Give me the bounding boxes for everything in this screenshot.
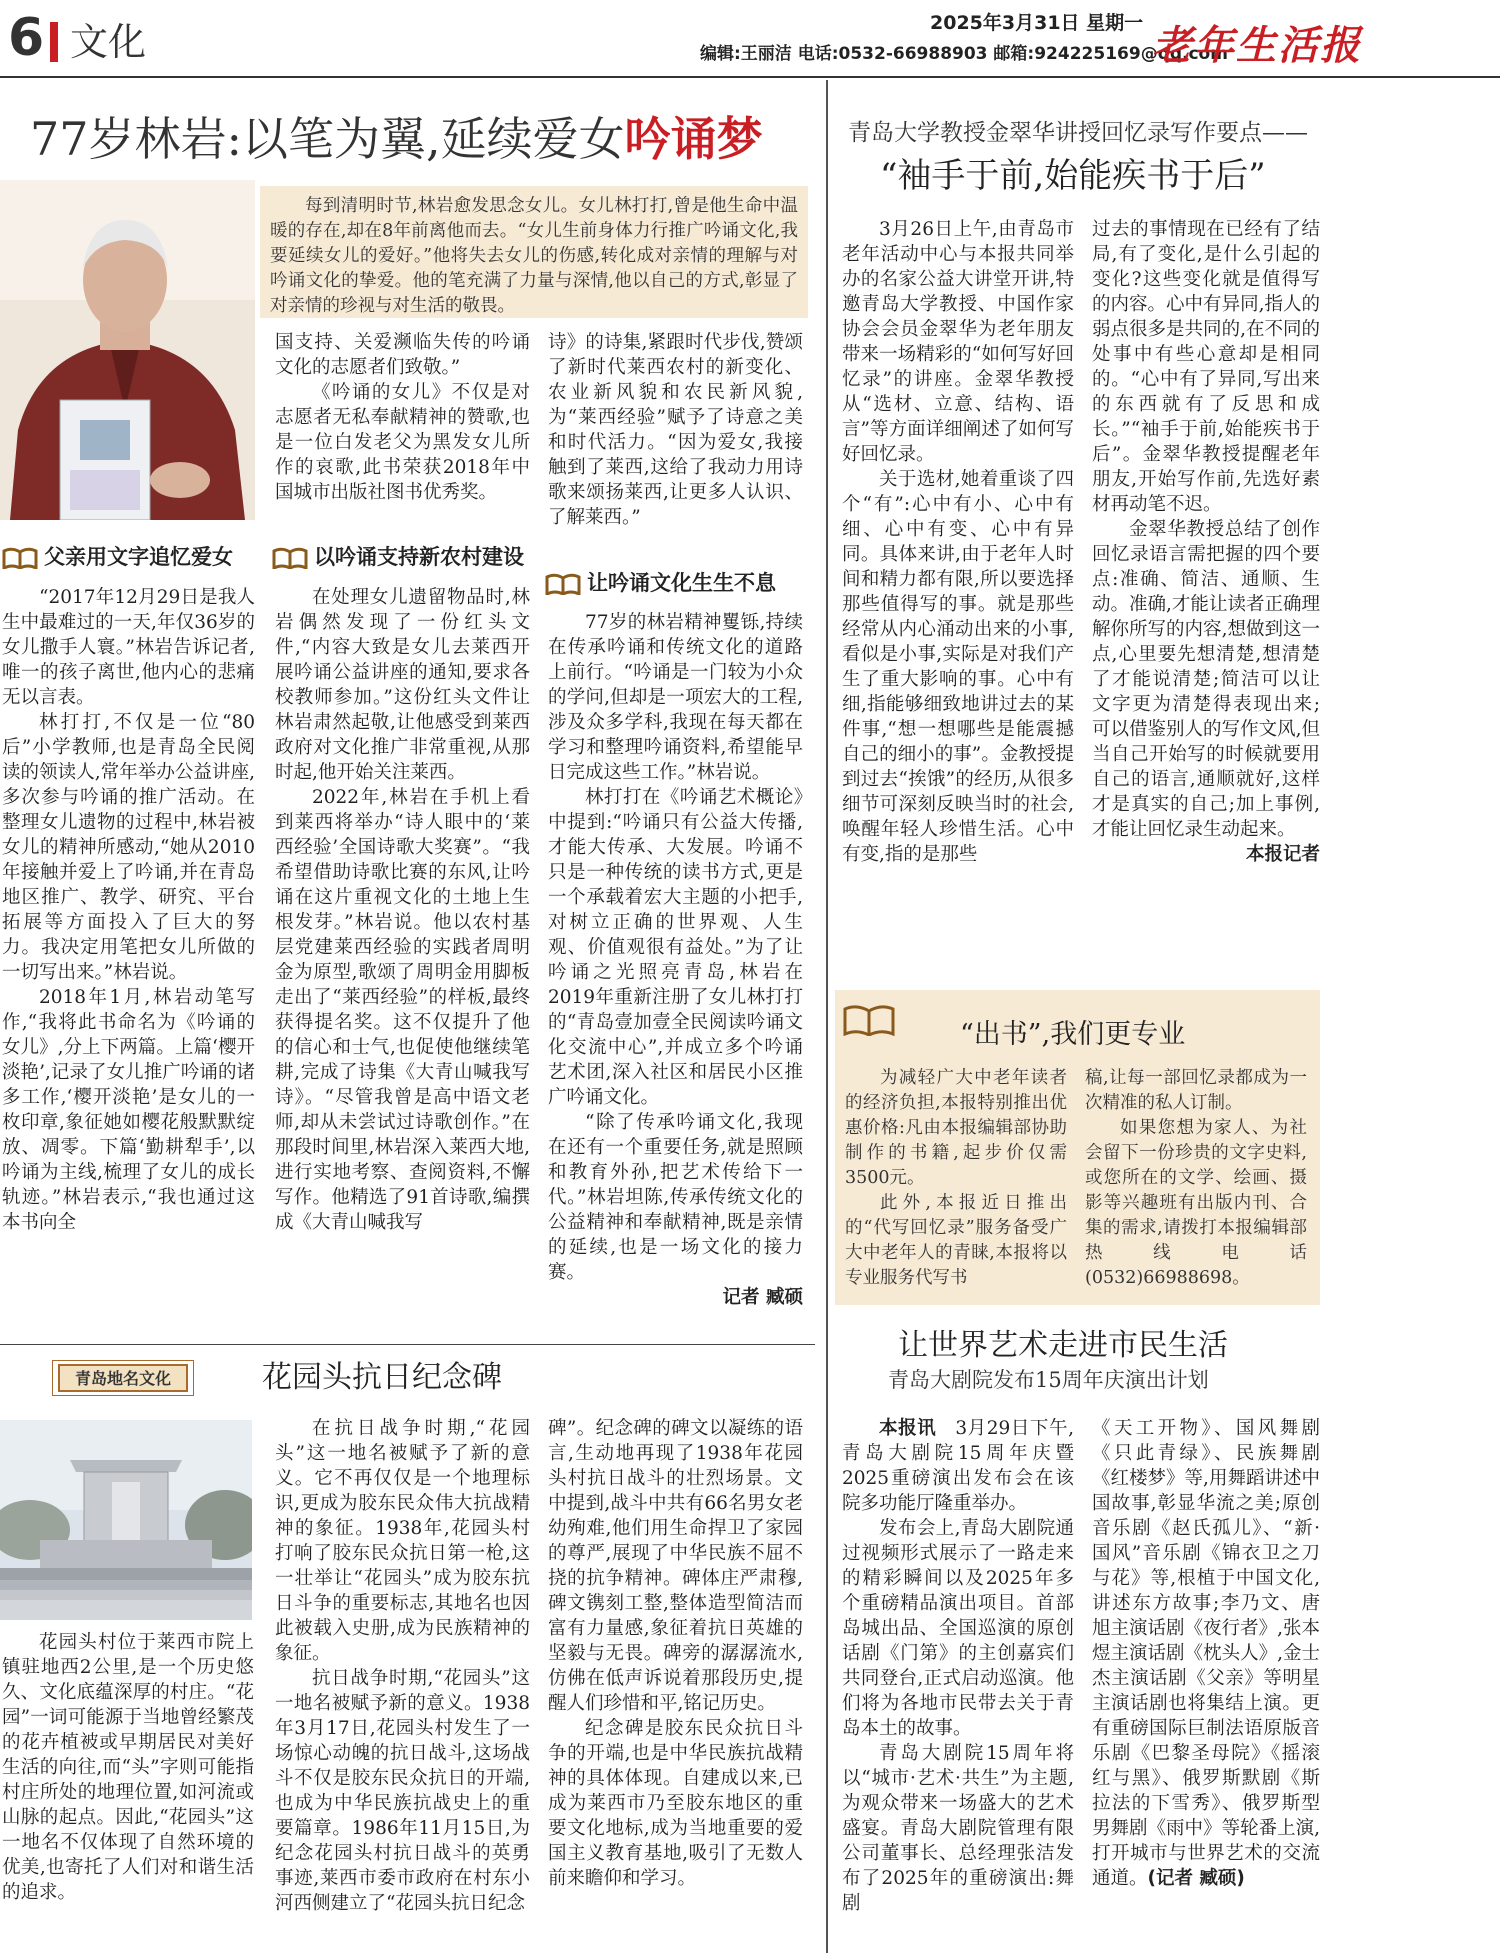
article1-headline-plain: 77岁林岩:以笔为翼,延续爱女 xyxy=(30,112,625,166)
paragraph: 3月26日上午,由青岛市老年活动中心与本报共同举办的名家公益大讲堂开讲,特邀青岛大学教授、中国作家协会会员金翠华为老年朋友带来一场精彩的“如何写好回忆录”的讲座。金翠华教授从“选材、立意、结构、语言”等方面详细阐述了如何写好回忆录。 xyxy=(842,219,1074,465)
paragraph: 抗日战争时期,“花园头”这一地名被赋予新的意义。1938年3月17日,花园头村发生了一场惊心动魄的抗日战斗,这场战斗不仅是胶东民众抗日的开端,也成为中华民族抗战史上的重要篇章。1986年11月15日,为纪念花园头村抗日战斗的英勇事迹,莱西市委市政府在村东小河西侧建立了“花园头抗日纪念 xyxy=(275,1668,530,1914)
article3-subtitle: 青岛大剧院发布15周年庆演出计划 xyxy=(888,1368,1209,1392)
article2-kicker: 青岛大学教授金翠华讲授回忆录写作要点—— xyxy=(848,120,1308,146)
section-rule-left xyxy=(0,1344,815,1345)
paragraph: 此外,本报近日推出的“代写回忆录”服务备受广大中老年人的青睐,本报将以专业服务代写书 xyxy=(845,1193,1067,1288)
masthead xyxy=(0,0,1500,78)
article2-byline: 本报记者 xyxy=(1245,844,1320,865)
article3-headline: 让世界艺术走进市民生活 xyxy=(898,1328,1228,1363)
portrait-photo xyxy=(0,180,255,520)
subhead-endless xyxy=(545,566,776,600)
notice-col1 xyxy=(845,1066,1067,1291)
paragraph: 在抗日战争时期,“花园头”这一地名被赋予了新的意义。它不再仅仅是一个地理标识,更成为胶东民众伟大抗战精神的象征。1938年,花园头村打响了胶东民众抗日第一枪,这一壮举让“花园头”成为胶东抗日斗争的重要标志,其地名也因此被载入史册,成为民族精神的象征。 xyxy=(275,1418,530,1664)
editor-info: 编辑:王丽洁 电话:0532-66988903 邮箱:924225169@qq.com xyxy=(700,44,1228,64)
article1-col3-top xyxy=(548,330,803,530)
paragraph: “2017年12月29日是我人生中最难过的一天,年仅36岁的女儿撒手人寰。”林岩告诉记者,唯一的孩子离世,他内心的悲痛无以言表。 xyxy=(2,587,255,708)
article4-headline: 花园头抗日纪念碑 xyxy=(262,1360,502,1395)
paragraph: 77岁的林岩精神矍铄,持续在传承吟诵和传统文化的道路上前行。“吟诵是一门较为小众的学问,但却是一项宏大的工程,涉及众多学科,我现在每天都在学习和整理吟诵资料,希望能早日完成这些工作。”林岩说。 xyxy=(548,612,803,783)
open-book-icon xyxy=(2,547,38,569)
paragraph: 《天工开物》、国风舞剧《只此青绿》、民族舞剧《红楼梦》等,用舞蹈讲述中国故事,彰显华流之美;原创音乐剧《赵氏孤儿》、“新·国风”音乐剧《锦衣卫之刀与花》等,根植于中国文化,讲述东方故事;李乃文、唐旭主演话剧《夜行者》,张本煜主演话剧《枕头人》,金士杰主演话剧《父亲》等明星主演话剧也将集结上演。更有重磅国际巨制法语原版音乐剧《巴黎圣母院》《摇滚红与黑》、俄罗斯默剧《斯拉法的下雪秀》、俄罗斯型男舞剧《雨中》等轮番上演,打开城市与世界艺术的交流通道。 xyxy=(1092,1418,1320,1889)
article2-col2 xyxy=(1092,217,1320,867)
article4-col2 xyxy=(275,1416,530,1916)
article2-col1 xyxy=(842,217,1074,867)
article3-col1 xyxy=(842,1416,1074,1916)
article2-headline: “袖手于前,始能疾书于后” xyxy=(880,156,1266,196)
paragraph: 碑”。纪念碑的碑文以凝练的语言,生动地再现了1938年花园头村抗日战斗的壮烈场景。文中提到,战斗中共有66名男女老幼殉难,他们用生命捍卫了家园的尊严,展现了中华民族不屈不挠的抗争精神。碑体庄严肃穆,碑文镌刻工整,整体造型简洁而富有力量感,象征着抗日英雄的坚毅与无畏。碑旁的潺潺流水,仿佛在低声诉说着那段历史,提醒人们珍惜和平,铭记历史。 xyxy=(548,1418,803,1714)
article1-col2-top xyxy=(275,330,530,505)
subhead-text: 以吟诵支持新农村建设 xyxy=(314,545,524,569)
paragraph: 2022年,林岩在手机上看到莱西将举办“诗人眼中的‘莱西经验’全国诗歌大奖赛”。“我希望借助诗歌比赛的东风,让吟诵在这片重视文化的土地上生根发芽。”林岩说。他以农村基层党建莱西经验的实践者周明金为原型,歌颂了周明金用脚板走出了“莱西经验”的样板,最终获得提名奖。这不仅提升了他的信心和士气,也促使他继续笔耕,完成了诗集《大青山喊我写诗》。“尽管我曾是高中语文老师,却从未尝试过诗歌创作。”在那段时间里,林岩深入莱西大地,进行实地考察、查阅资料,不懈写作。他精选了91首诗歌,编撰成《大青山喊我写 xyxy=(275,787,530,1233)
article1-col3 xyxy=(548,610,803,1310)
paragraph: 《吟诵的女儿》不仅是对志愿者无私奉献精神的赞歌,也是一位白发老父为黑发女儿所作的哀歌,此书荣获2018年中国城市出版社图书优秀奖。 xyxy=(275,382,530,503)
paragraph: 2018年1月,林岩动笔写作,“我将此书命名为《吟诵的女儿》,分上下两篇。上篇‘樱开淡艳’,记录了女儿推广吟诵的诸多工作,‘樱开淡艳’是女儿的一枚印章,象征她如樱花般默默绽放、凋零。下篇‘勤耕犁手’,以吟诵为主线,梳理了女儿的成长轨迹。”林岩表示,“我也通过这本书向全 xyxy=(2,987,255,1233)
article1-lead xyxy=(260,186,808,318)
subhead-new-village xyxy=(272,540,524,574)
open-book-icon xyxy=(272,547,308,569)
page-number: 6 xyxy=(8,8,45,68)
subhead-text: 父亲用文字追忆爱女 xyxy=(44,545,233,569)
paragraph: 国支持、关爱濒临失传的吟诵文化的志愿者们致敬。” xyxy=(275,332,530,378)
memorial-photo xyxy=(0,1420,252,1620)
article4-col1 xyxy=(2,1630,254,1905)
paragraph: 花园头村位于莱西市院上镇驻地西2公里,是一个历史悠久、文化底蕴深厚的村庄。“花园”一词可能源于当地曾经繁茂的花卉植被或早期居民对美好生活的向往,而“头”字则可能指村庄所处的地理位置,如河流或山脉的起点。因此,“花园头”这一地名不仅体现了自然环境的优美,也寄托了人们对和谐生活的追求。 xyxy=(2,1632,254,1903)
notice-col2 xyxy=(1085,1066,1307,1291)
paragraph: 关于选材,她着重谈了四个“有”:心中有小、心中有细、心中有变、心中有异同。具体来讲,由于老年人时间和精力都有限,所以要选择那些值得写的事。就是那些经常从内心涌动出来的小事,看似是小事,实际是对我们产生了重大影响的事。心中有细,指能够细致地讲过去的某件事,“想一想哪些是能震撼自己的细小的事”。金教授提到过去“挨饿”的经历,从很多细节可深刻反映当时的社会,唤醒年轻人珍惜生活。心中有变,指的是那些 xyxy=(842,469,1074,865)
paragraph: 稿,让每一部回忆录都成为一次精准的私人订制。 xyxy=(1085,1068,1307,1113)
column-tag: 青岛地名文化 xyxy=(58,1364,188,1392)
publishing-notice xyxy=(835,990,1320,1305)
article3-col2 xyxy=(1092,1416,1320,1891)
article1-lead-text: 每到清明时节,林岩愈发思念女儿。女儿林打打,曾是他生命中温暖的存在,却在8年前离他而去。“女儿生前身体力行推广吟诵文化,我要延续女儿的爱好。”他将失去女儿的伤感,转化成对亲情的理解与对吟诵文化的挚爱。他的笔充满了力量与深情,他以自己的方式,彰显了对亲情的珍视与对生活的敬畏。 xyxy=(270,196,798,316)
article1-col1 xyxy=(2,585,255,1235)
center-column-rule xyxy=(826,80,828,1953)
paragraph: 在处理女儿遗留物品时,林岩偶然发现了一份红头文件,“内容大致是女儿去莱西开展吟诵公益讲座的通知,要求各校教师参加。”这份红头文件让林岩肃然起敬,让他感受到莱西政府对文化推广非常重视,从那时起,他开始关注莱西。 xyxy=(275,587,530,783)
notice-title: “出书”,我们更专业 xyxy=(960,1019,1186,1050)
article1-col2 xyxy=(275,585,530,1235)
paragraph: 诗》的诗集,紧跟时代步伐,赞颂了新时代莱西农村的新变化、农业新风貌和农民新风貌,为“莱西经验”赋予了诗意之美和时代活力。“因为爱女,我接触到了莱西,这给了我动力用诗歌来颂扬莱西,让更多人认识、了解莱西。” xyxy=(548,332,803,528)
paragraph: 3月29日下午,青岛大剧院15周年庆暨2025重磅演出发布会在该院多功能厅隆重举办。 xyxy=(842,1418,1074,1514)
paragraph: 林打打在《吟诵艺术概论》中提到:“吟诵只有公益大传播,才能大传承、大发展。吟诵不只是一种传统的读书方式,更是一个承载着宏大主题的小把手,对树立正确的世界观、人生观、价值观很有益处。”为了让吟诵之光照亮青岛,林岩在2019年重新注册了女儿林打打的“青岛壹加壹全民阅读吟诵文化交流中心”,并成立多个吟诵艺术团,深入社区和居民小区推广吟诵文化。 xyxy=(548,787,803,1108)
page-number-bar xyxy=(50,22,58,62)
article4-col3 xyxy=(548,1416,803,1891)
paragraph: 纪念碑是胶东民众抗日斗争的开端,也是中华民族抗战精神的具体体现。自建成以来,已成为莱西市乃至胶东地区的重要文化地标,成为当地重要的爱国主义教育基地,吸引了无数人前来瞻仰和学习。 xyxy=(548,1718,803,1889)
paragraph: 青岛大剧院15周年将以“城市·艺术·共生”为主题,为观众带来一场盛大的艺术盛宴。青岛大剧院管理有限公司董事长、总经理张洁发布了2025年的重磅演出:舞剧 xyxy=(842,1743,1074,1914)
article1-headline xyxy=(30,112,763,167)
section-name: 文化 xyxy=(70,20,147,64)
paragraph: 发布会上,青岛大剧院通过视频形式展示了一路走来的精彩瞬间以及2025年多个重磅精品演出项目。首部岛城出品、全国巡演的原创话剧《门第》的主创嘉宾们共同登台,正式启动巡演。他们将为各地市民带去关于青岛本土的故事。 xyxy=(842,1518,1074,1739)
paper-logo: 老年生活报 xyxy=(1152,22,1362,69)
article1-headline-red: 吟诵梦 xyxy=(624,112,763,166)
paragraph: 为减轻广大中老年读者的经济负担,本报特别推出优惠价格:凡由本报编辑部协助制作的书籍,起步价仅需3500元。 xyxy=(845,1068,1067,1188)
open-book-icon xyxy=(843,1004,895,1036)
paragraph: 金翠华教授总结了创作回忆录语言需把握的四个要点:准确、简洁、通顺、生动。准确,才能让读者正确理解你所写的内容,想做到这一点,心里要先想清楚,想清楚了才能说清楚;简洁可以让文字更为清楚得表现出来;可以借鉴别人的写作文风,但当自己开始写的时候就要用自己的语言,通顺就好,这样才是真实的自己;加上事例,才能让回忆录生动起来。 xyxy=(1092,519,1320,840)
subhead-father-writing xyxy=(2,540,233,574)
issue-date: 2025年3月31日 星期一 xyxy=(930,12,1144,34)
paragraph: 过去的事情现在已经有了结局,有了变化,是什么引起的变化?这些变化就是值得写的内容。心中有异同,指人的弱点很多是共同的,在不同的处事中有些心意却是相同的。“心中有了异同,写出来的东西就有了反思和成长。”“袖手于前,始能疾书于后”。金翠华教授提醒老年朋友,开始写作前,先选好素材再动笔不迟。 xyxy=(1092,219,1320,515)
article3-dateline: 本报讯 xyxy=(879,1418,937,1439)
article3-byline: (记者 臧硕) xyxy=(1147,1868,1245,1889)
subhead-text: 让吟诵文化生生不息 xyxy=(587,571,776,595)
paragraph: 如果您想为家人、为社会留下一份珍贵的文字史料,或您所在的文学、绘画、摄影等兴趣班有出版内刊、合集的需求,请拨打本报编辑部热线电话(0532)66988698。 xyxy=(1085,1118,1307,1288)
article1-byline: 记者 臧硕 xyxy=(722,1287,803,1308)
open-book-icon xyxy=(545,573,581,595)
paragraph: “除了传承吟诵文化,我现在还有一个重要任务,就是照顾和教育外孙,把艺术传给下一代。”林岩坦陈,传承传统文化的公益精神和奉献精神,既是亲情的延续,也是一场文化的接力赛。 xyxy=(548,1112,803,1283)
paragraph: 林打打,不仅是一位“80后”小学教师,也是青岛全民阅读的领读人,常年举办公益讲座,多次参与吟诵的推广活动。在整理女儿遗物的过程中,林岩被女儿的精神所感动,“她从2010年接触并爱上了吟诵,并在青岛地区推广、教学、研究、平台拓展等方面投入了巨大的努力。我决定用笔把女儿所做的一切写出来。”林岩说。 xyxy=(2,712,255,983)
